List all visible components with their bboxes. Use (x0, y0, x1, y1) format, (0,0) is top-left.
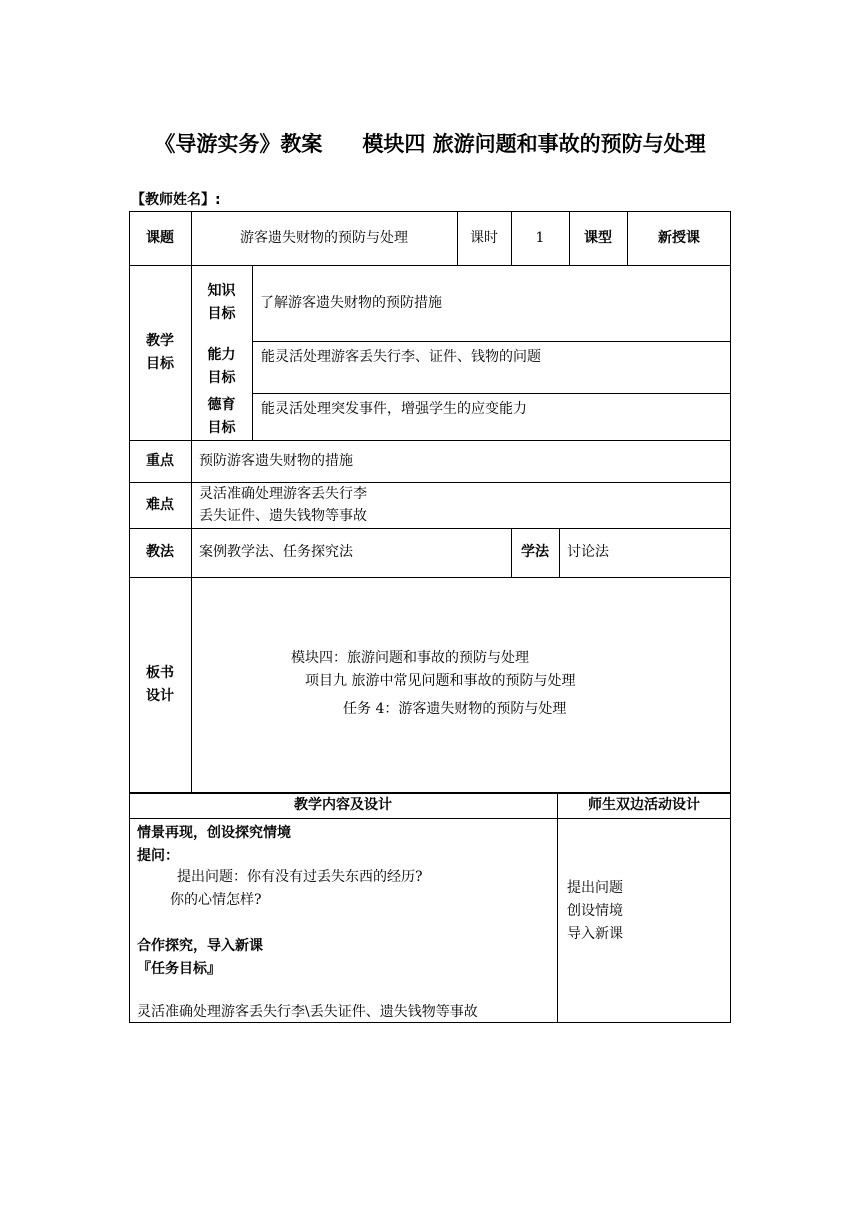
activity-item: 导入新课 (567, 926, 623, 942)
hours-value: 1 (535, 229, 545, 246)
document-title (0, 128, 860, 158)
task-goal-text: 灵活准确处理游客丢失行李\丢失证件、遗失钱物等事故 (137, 1004, 478, 1020)
objectives-label (129, 265, 191, 440)
moral-value: 能灵活处理突发事件，增强学生的应变能力 (261, 401, 527, 417)
content-column-header: 教学内容及设计 (294, 797, 392, 813)
question-line-1: 提出问题：你有没有过丢失东西的经历? (177, 869, 423, 885)
board-line-task: 任务 4：游客遗失财物的预防与处理 (343, 701, 567, 717)
moral-label-line: 目标 (207, 419, 236, 436)
difficulty-line: 丢失证件、遗失钱物等事故 (199, 508, 367, 524)
board-label-line: 设计 (146, 688, 174, 704)
hours-label: 课时 (470, 229, 498, 246)
ability-label (191, 341, 252, 393)
moral-label-line: 德育 (207, 396, 236, 413)
method-label: 教法 (146, 544, 174, 560)
section-heading-scenario: 情景再现，创设探究情境 (137, 825, 291, 841)
difficulty-label: 难点 (146, 496, 174, 513)
board-line-project: 项目九 旅游中常见问题和事故的预防与处理 (305, 673, 576, 689)
type-label: 课型 (584, 229, 612, 246)
difficulty-value (191, 482, 731, 528)
moral-label (191, 393, 252, 440)
topic-value: 游客遗失财物的预防与处理 (240, 229, 408, 246)
board-design-label (129, 577, 191, 793)
knowledge-label (191, 265, 252, 341)
section-heading-explore: 合作探究，导入新课 (137, 938, 263, 954)
objectives-label-line: 目标 (146, 355, 174, 372)
activity-column-header: 师生双边活动设计 (588, 797, 700, 813)
knowledge-value: 了解游客遗失财物的预防措施 (260, 294, 442, 311)
key-point-label: 重点 (146, 452, 174, 469)
ability-label-line: 目标 (207, 370, 236, 386)
title-module: 模块四 旅游问题和事故的预防与处理 (362, 132, 706, 156)
knowledge-label-line: 知识 (207, 283, 236, 299)
method-value: 案例教学法、任务探究法 (199, 544, 353, 560)
teacher-name-label: 【教师姓名】: (131, 192, 221, 208)
objectives-label-line: 教学 (146, 332, 174, 349)
board-label-line: 板书 (146, 665, 174, 681)
type-value: 新授课 (658, 229, 700, 246)
activity-item: 提出问题 (567, 880, 623, 896)
board-line-module: 模块四：旅游问题和事故的预防与处理 (291, 650, 529, 666)
topic-label: 课题 (146, 229, 174, 246)
knowledge-label-line: 目标 (207, 306, 236, 322)
question-label: 提问： (137, 848, 179, 864)
difficulty-line: 灵活准确处理游客丢失行李 (199, 486, 367, 502)
ability-value: 能灵活处理游客丢失行李、证件、钱物的问题 (261, 349, 541, 365)
ability-label-line: 能力 (207, 347, 236, 363)
question-line-2: 你的心情怎样? (170, 892, 262, 908)
title-course: 《导游实务》教案 (154, 132, 323, 156)
learning-label: 学法 (521, 544, 549, 560)
learning-value: 讨论法 (567, 544, 609, 560)
task-goal-label: 『任务目标』 (137, 961, 221, 977)
activity-item: 创设情境 (567, 903, 623, 919)
key-point-value: 预防游客遗失财物的措施 (199, 452, 353, 469)
